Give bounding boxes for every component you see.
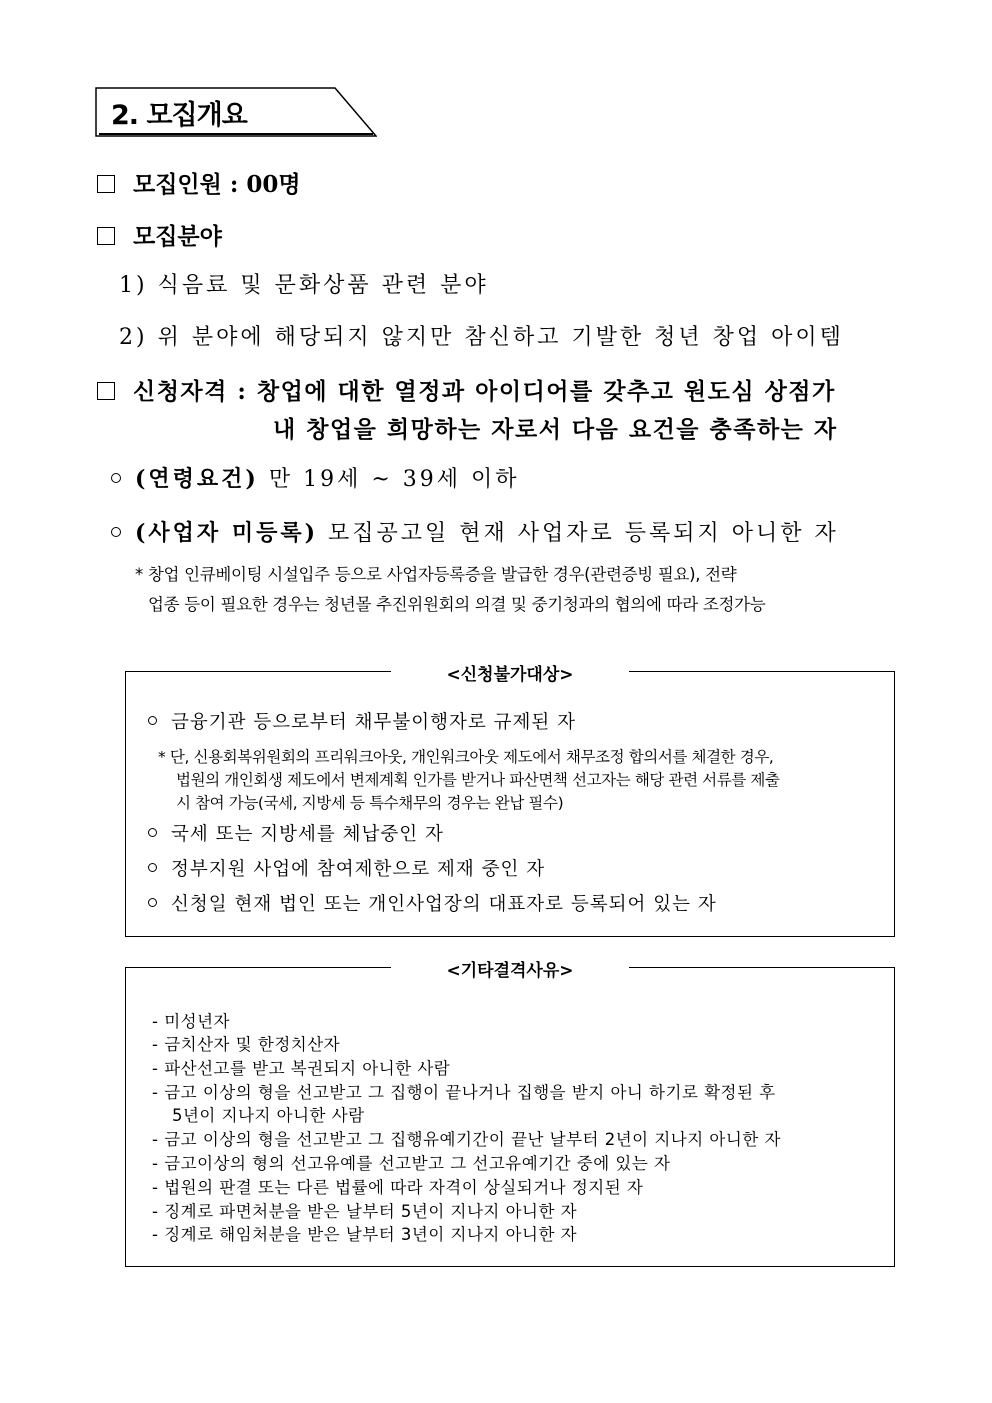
business-text: 모집공고일 현재 사업자로 등록되지 아니한 자 — [328, 521, 839, 546]
circle-bullet-icon — [148, 716, 157, 725]
ineligible-item — [148, 708, 576, 734]
ineligible-note-line: 시 참여 가능(국세, 지방세 등 특수채무의 경우는 완납 필수) — [176, 794, 564, 812]
circle-bullet-icon — [148, 863, 157, 872]
field-item: 1) 식음료 및 문화상품 관련 분야 — [119, 273, 489, 298]
business-label: (사업자 미등록) — [135, 520, 318, 546]
eligibility-line2: 내 창업을 희망하는 자로서 다음 요건을 충족하는 자 — [273, 416, 838, 443]
disqualify-line: - 파산선고를 받고 복권되지 아니한 사람 — [152, 1059, 451, 1078]
circle-bullet-icon — [148, 898, 157, 907]
section-title: 2. 모집개요 — [111, 100, 247, 131]
disqualify-line: 5년이 지나지 아니한 사람 — [172, 1106, 365, 1125]
eligibility-line1: 신청자격 : 창업에 대한 열정과 아이디어를 갖추고 원도심 상점가 — [133, 378, 836, 405]
field-heading: 모집분야 — [133, 223, 222, 250]
ineligible-note-line: * 단, 신용회복위원회의 프리워크아웃, 개인워크아웃 제도에서 채무조정 합의서를 체결한 경우, — [158, 748, 774, 766]
ineligible-box — [125, 665, 895, 937]
age-text: 만 19세 ~ 39세 이하 — [268, 467, 520, 492]
recruit-count: 모집인원 : 00명 — [133, 171, 301, 198]
ineligible-item-text: 국세 또는 지방세를 체납중인 자 — [171, 824, 444, 845]
age-requirement-row — [111, 462, 519, 493]
ineligible-note-line: 법원의 개인회생 제도에서 변제계획 인가를 받거나 파산면책 선고자는 해당 관련 서류를 제출 — [176, 771, 780, 789]
field-heading-row — [97, 218, 222, 251]
disqualify-line: - 금고 이상의 형을 선고받고 그 집행유예기간이 끝난 날부터 2년이 지나지 아니한 자 — [152, 1130, 781, 1149]
ineligible-item-text: 신청일 현재 법인 또는 개인사업장의 대표자로 등록되어 있는 자 — [171, 894, 717, 915]
ineligible-title-wrap — [126, 660, 894, 685]
eligibility-row — [97, 373, 836, 406]
ineligible-item-text: 금융기관 등으로부터 채무불이행자로 규제된 자 — [171, 712, 576, 733]
checkbox-square-icon — [97, 382, 115, 400]
ineligible-item — [148, 820, 444, 846]
disqualify-line: - 금치산자 및 한정치산자 — [152, 1035, 341, 1054]
field-item: 2) 위 분야에 해당되지 않지만 참신하고 기발한 청년 창업 아이템 — [119, 325, 844, 350]
disqualify-line: - 징계로 해임처분을 받은 날부터 3년이 지나지 아니한 자 — [152, 1225, 578, 1244]
disqualify-title: <기타결격사유> — [391, 961, 628, 981]
ineligible-item-text: 정부지원 사업에 참여제한으로 제재 중인 자 — [171, 859, 546, 880]
recruit-count-row — [97, 166, 301, 199]
disqualify-title-wrap — [126, 956, 894, 981]
section-title-tab — [95, 87, 377, 137]
circle-bullet-icon — [148, 828, 157, 837]
checkbox-square-icon — [97, 175, 115, 193]
ineligible-item — [148, 890, 717, 916]
business-requirement-row — [111, 516, 839, 547]
checkbox-square-icon — [97, 227, 115, 245]
disqualify-line: - 미성년자 — [152, 1012, 230, 1031]
disqualify-line: - 금고이상의 형의 선고유예를 선고받고 그 선고유예기간 중에 있는 자 — [152, 1154, 671, 1173]
ineligible-item — [148, 855, 545, 881]
disqualify-line: - 법원의 판결 또는 다른 법률에 따라 자격이 상실되거나 정지된 자 — [152, 1178, 644, 1197]
ineligible-title: <신청불가대상> — [391, 665, 628, 685]
circle-bullet-icon — [111, 527, 121, 537]
disqualify-line: - 징계로 파면처분을 받은 날부터 5년이 지나지 아니한 자 — [152, 1202, 578, 1221]
age-label: (연령요건) — [135, 466, 259, 492]
disqualify-line: - 금고 이상의 형을 선고받고 그 집행이 끝나거나 집행을 받지 아니 하기로 확정된 후 — [152, 1083, 776, 1102]
circle-bullet-icon — [111, 473, 121, 483]
eligibility-note-line: 업종 등이 필요한 경우는 청년몰 추진위원회의 의결 및 중기청과의 협의에 따라 조정가능 — [148, 595, 766, 614]
disqualify-box — [125, 961, 895, 1267]
eligibility-note-line: * 창업 인큐베이팅 시설입주 등으로 사업자등록증을 발급한 경우(관련증빙 필요), 전략 — [135, 565, 737, 584]
